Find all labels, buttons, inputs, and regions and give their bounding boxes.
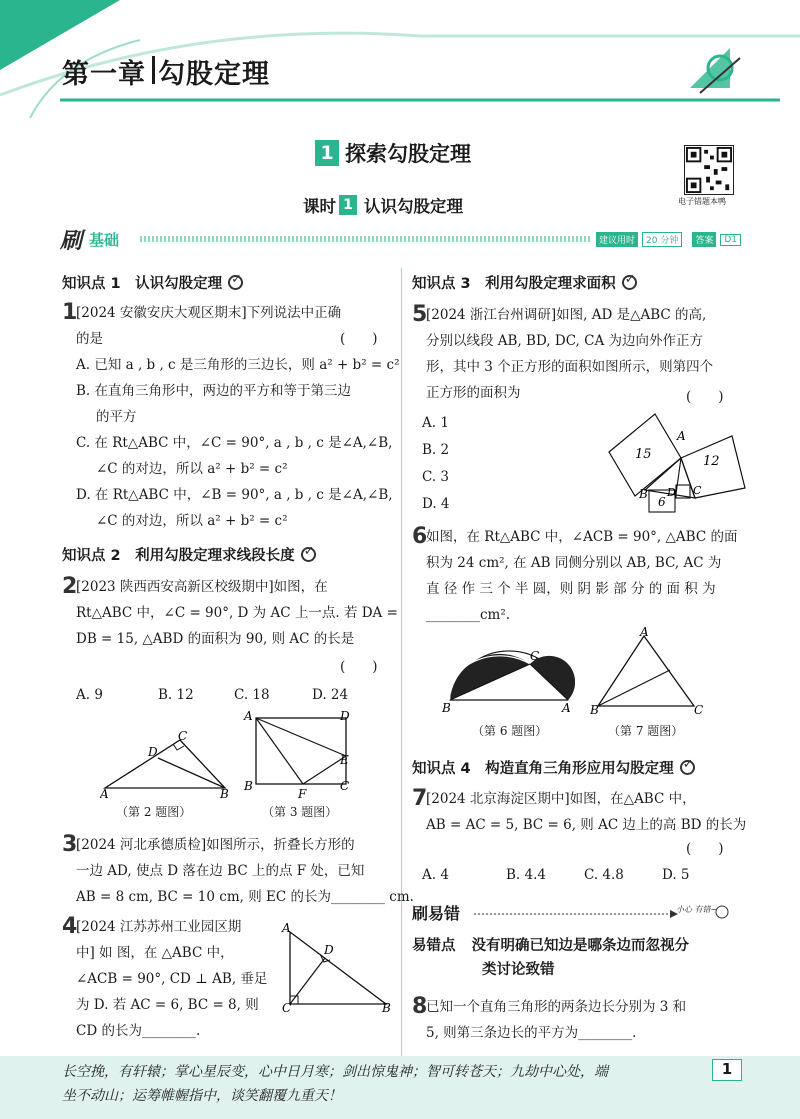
question-number: 7 — [412, 786, 428, 811]
q4-line: 为 D. 若 AC = 6, BC = 8, 则 — [76, 997, 259, 1013]
section-title: 1 探索勾股定理 — [315, 138, 471, 168]
answer-paren: ( ) — [686, 841, 724, 857]
q7-option-a: A. 4 — [422, 867, 449, 883]
basic-label: 基础 — [89, 231, 120, 249]
lesson-title: 课时 1 认识勾股定理 — [303, 197, 463, 216]
svg-text:C: C — [282, 1001, 292, 1012]
answer-paren: ( ) — [340, 659, 378, 675]
q4-line: 中] 如 图，在 △ABC 中， — [76, 945, 234, 961]
q1-line: ∠C 的对边，所以 a² + b² = c² — [96, 461, 288, 477]
q2-line: Rt△ABC 中，∠C = 90°, D 为 AC 上一点. 若 DA = — [76, 605, 398, 621]
ruler-compass-icon — [690, 48, 740, 93]
svg-text:D: D — [667, 486, 676, 499]
q7-option-d: D. 5 — [662, 867, 690, 883]
q1-line: [2024 安徽安庆大观区期末]下列说法中正确 — [76, 305, 342, 321]
svg-text:A: A — [562, 701, 571, 715]
q2-line: DB = 15, △ABD 的面积为 90, 则 AC 的长是 — [76, 631, 355, 647]
svg-text:A: A — [677, 429, 686, 443]
q2-option-d: D. 24 — [312, 687, 349, 703]
check-circle-icon — [301, 547, 316, 562]
svg-text:D: D — [324, 943, 334, 957]
footer-text: 长空挽，有轩辕；掌心星辰变，心中日月寒；剑出惊鬼神；智可转苍天；九劫中心处，端 坐不动山；运筹帷幄指中，谈笑翻覆九重天！ — [62, 1064, 608, 1104]
error-note: 小心 有错~ — [676, 905, 718, 914]
svg-text:A: A — [282, 922, 291, 935]
q7-line: [2024 北京海淀区期中]如图，在△ABC 中， — [426, 791, 696, 807]
svg-text:C: C — [530, 649, 540, 663]
q7-option-c: C. 4.8 — [584, 867, 624, 883]
q3-line: AB = 8 cm, BC = 10 cm, 则 EC 的长为________ cm. — [76, 889, 414, 905]
q2-option-b: B. 12 — [158, 687, 194, 703]
svg-text:B: B — [220, 787, 229, 800]
qr-code-icon[interactable] — [684, 145, 734, 195]
q1-line: ∠C 的对边，所以 a² + b² = c² — [96, 513, 288, 529]
check-circle-icon — [622, 275, 637, 290]
svg-text:C: C — [693, 484, 702, 497]
figure-7 — [590, 626, 710, 718]
basic-brand: 刷 — [60, 229, 83, 254]
figure-6-caption: （第 6 题图） — [472, 724, 548, 738]
q7-line: AB = AC = 5, BC = 6, 则 AC 边上的高 BD 的长为 — [426, 817, 747, 833]
svg-text:C: C — [178, 730, 188, 743]
q1-option-b: B. 在直角三角形中，两边的平方和等于第三边 — [76, 383, 352, 399]
check-circle-icon — [680, 760, 695, 775]
question-number: 4 — [62, 914, 78, 939]
q1-option-a: A. 已知 a , b , c 是三角形的三边长，则 a² + b² = c² — [76, 357, 400, 373]
svg-text:B: B — [442, 701, 451, 715]
column-divider — [401, 268, 402, 1058]
q5-option-b: B. 2 — [422, 442, 450, 458]
figure-5 — [605, 410, 755, 514]
dotted-rule — [140, 236, 590, 242]
q5-line: 形，其中 3 个正方形的面积如图所示，则第四个 — [426, 359, 714, 375]
time-box: 建议用时 20 分钟 答案 D1 — [596, 232, 741, 247]
svg-text:B: B — [382, 1001, 391, 1012]
q5-line: 分别以线段 AB, BD, DC, CA 为边向外作正方 — [426, 333, 704, 349]
q1-option-d: D. 在 Rt△ABC 中，∠B = 90°, a , b , c 是∠A,∠B, — [76, 487, 393, 503]
square-area-15: 15 — [635, 447, 652, 462]
knowledge-point-2: 知识点 2 利用勾股定理求线段长度 ✓ — [62, 544, 316, 565]
svg-text:C: C — [694, 703, 704, 717]
question-number: 8 — [412, 994, 428, 1019]
q2-option-a: A. 9 — [76, 687, 103, 703]
chapter-divider — [152, 56, 155, 84]
error-point: 易错点 没有明确已知边是哪条边而忽视分 — [412, 938, 689, 954]
q8-line: 5, 则第三条边长的平方为________. — [426, 1025, 637, 1041]
q7-option-b: B. 4.4 — [506, 867, 546, 883]
check-circle-icon — [228, 275, 243, 290]
figure-2-caption: （第 2 题图） — [116, 805, 192, 819]
figure-2 — [100, 730, 230, 800]
q5-option-c: C. 3 — [422, 469, 450, 485]
q5-option-d: D. 4 — [422, 496, 450, 512]
figure-3-caption: （第 3 题图） — [262, 805, 338, 819]
q3-line: 一边 AD, 使点 D 落在边 BC 上的点 F 处，已知 — [76, 863, 365, 879]
error-point-cont: 类讨论致错 — [482, 962, 555, 978]
svg-text:F: F — [298, 787, 307, 800]
error-section-title: 刷易错 — [412, 904, 461, 923]
chapter-title: 第一章 勾股定理 — [62, 59, 270, 90]
knowledge-point-4: 知识点 4 构造直角三角形应用勾股定理 ✓ — [412, 757, 695, 778]
q1-line: 的是 — [76, 331, 103, 347]
knowledge-point-3: 知识点 3 利用勾股定理求面积 ✓ — [412, 272, 637, 293]
square-area-6: 6 — [658, 495, 666, 509]
q1-option-c: C. 在 Rt△ABC 中，∠C = 90°, a , b , c 是∠A,∠B, — [76, 435, 393, 451]
q4-line: CD 的长为________. — [76, 1023, 201, 1039]
qr-label: 电子错题本鸭 — [678, 197, 726, 206]
svg-text:C: C — [340, 779, 350, 793]
q6-line: 如图，在 Rt△ABC 中，∠ACB = 90°, △ABC 的面 — [426, 529, 738, 545]
page-number: 1 — [712, 1059, 742, 1081]
q3-line: [2024 河北承德质检]如图所示，折叠长方形的 — [76, 837, 355, 853]
svg-text:D: D — [340, 709, 350, 723]
q6-line: 直 径 作 三 个 半 圆，则 阴 影 部 分 的 面 积 为 — [426, 581, 716, 597]
square-area-12: 12 — [703, 454, 720, 469]
q2-line: [2023 陕西西安高新区校级期中]如图，在 — [76, 579, 328, 595]
q5-line: 正方形的面积为 — [426, 385, 521, 401]
question-number: 5 — [412, 302, 428, 327]
svg-text:E: E — [340, 753, 349, 767]
q6-line: ________cm². — [426, 607, 511, 623]
q4-line: ∠ACB = 90°, CD ⊥ AB, 垂足 — [76, 971, 268, 987]
q1-line: 的平方 — [96, 409, 137, 425]
q8-line: 已知一个直角三角形的两条边长分别为 3 和 — [426, 999, 687, 1015]
svg-text:A: A — [640, 626, 649, 639]
figure-7-caption: （第 7 题图） — [608, 724, 684, 738]
svg-text:D: D — [148, 745, 158, 759]
q5-line: [2024 浙江台州调研]如图, AD 是△ABC 的高, — [426, 307, 707, 323]
svg-text:B: B — [590, 703, 599, 717]
svg-text:B: B — [244, 779, 253, 793]
answer-paren: ( ) — [340, 331, 378, 347]
svg-text:A: A — [100, 787, 109, 800]
q4-line: [2024 江苏苏州工业园区期 — [76, 919, 242, 935]
q2-option-c: C. 18 — [234, 687, 270, 703]
q6-line: 积为 24 cm², 在 AB 同侧分别以 AB, BC, AC 为 — [426, 555, 722, 571]
answer-paren: ( ) — [686, 389, 724, 405]
figure-4 — [278, 922, 393, 1012]
q5-option-a: A. 1 — [422, 415, 449, 431]
question-number: 3 — [62, 832, 78, 857]
question-number: 2 — [62, 574, 78, 599]
question-number: 1 — [62, 300, 78, 325]
svg-text:A: A — [244, 709, 253, 723]
figure-6 — [440, 630, 575, 716]
figure-3 — [240, 708, 360, 800]
question-number: 6 — [412, 524, 428, 549]
knowledge-point-1: 知识点 1 认识勾股定理 ✓ — [62, 272, 243, 293]
svg-text:B: B — [639, 487, 648, 501]
